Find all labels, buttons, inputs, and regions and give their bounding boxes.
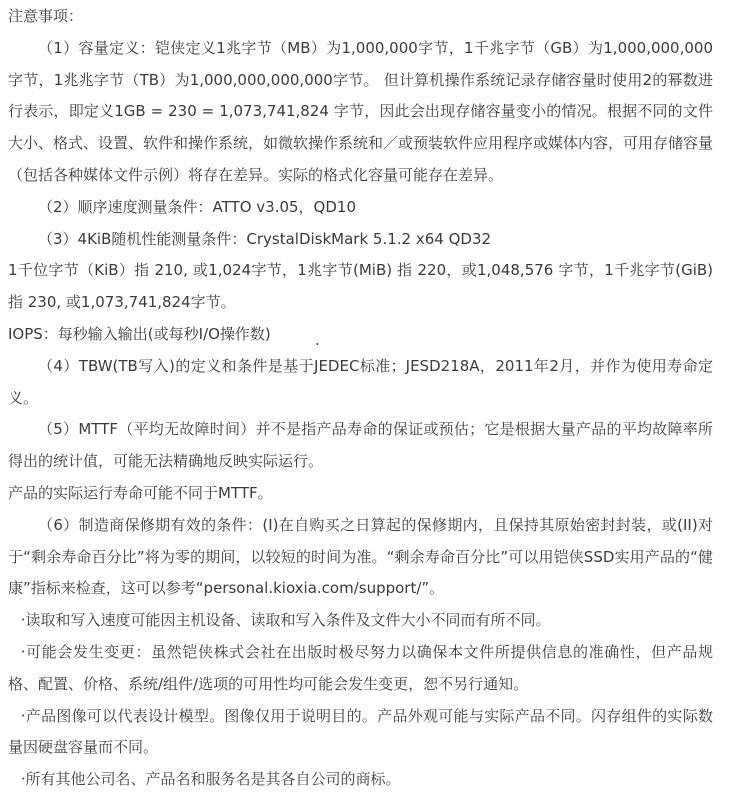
note-mttf: （5）MTTF（平均无故障时间）并不是指产品寿命的保证或预估；它是根据大量产品的平均故障率所得出的统计值，可能无法精确地反映实际运行。 <box>8 420 713 471</box>
note-iops-definition: IOPS：每秒输入输出(或每秒I/O操作数) <box>8 324 271 343</box>
stray-period: . <box>315 331 320 349</box>
note-warranty: （6）制造商保修期有效的条件：(I)在自购买之日算起的保修期内，且保持其原始密封封装，或(II)对于“剩余寿命百分比”将为零的期间，以较短的时间为准。“剩余寿命百分比”可以用铠侠SSD实用产品的“健康”指标来检查，这可以参考“personal.kioxia.com/support/”。 <box>8 515 713 598</box>
notes-heading: 注意事项： <box>8 7 84 25</box>
bullet-product-images: ·产品图像可以代表设计模型。图像仅用于说明目的。产品外观可能与实际产品不同。闪存组件的实际数量因硬盘容量而不同。 <box>8 706 713 757</box>
note-tbw: （4）TBW(TB写入)的定义和条件是基于JEDEC标准；JESD218A，2011年2月，并作为使用寿命定义。 <box>8 356 713 407</box>
bullet-subject-to-change: ·可能会发生变更：虽然铠侠株式会社在出版时极尽努力以确保本文件所提供信息的准确性，但产品规格、配置、价格、系统/组件/选项的可用性均可能会发生变更，恕不另行通知。 <box>8 642 713 693</box>
note-capacity-definition: （1）容量定义：铠侠定义1兆字节（MB）为1,000,000字节，1千兆字节（GB）为1,000,000,000字节，1兆兆字节（TB）为1,000,000,000,000字节。 但计算机操作系统记录存储容量时使用2的幂数进行表示，即定义1GB = 230 = 1,073,741,824 字节，因此会出现存储容量变小的情况。根据不同的文件大小、格式、设置、软件和操作系统，如微软操作系统和／或预装软件应用程序或媒体内容，可用存储容量（包括各种媒体文件示例）将存在差异。实际的格式化容量可能存在差异。 <box>8 38 714 184</box>
bullet-trademarks: ·所有其他公司名、产品名和服务名是其各自公司的商标。 <box>20 770 401 789</box>
bullet-read-write-speed: ·读取和写入速度可能因主机设备、读取和写入条件及文件大小不同而有所不同。 <box>20 611 551 630</box>
note-4kib-random: （3）4KiB随机性能测量条件：CrystalDiskMark 5.1.2 x64 QD32 <box>38 229 492 248</box>
note-mttf-continued: 产品的实际运行寿命可能不同于MTTF。 <box>8 483 273 502</box>
note-sequential-speed: （2）顺序速度测量条件：ATTO v3.05，QD10 <box>38 197 356 216</box>
note-units-definition: 1千位字节（KiB）指 210, 或1,024字节，1兆字节(MiB) 指 220，或1,048,576 字节，1千兆字节(GiB)指 230, 或1,073,741,824字节。 <box>8 261 713 312</box>
